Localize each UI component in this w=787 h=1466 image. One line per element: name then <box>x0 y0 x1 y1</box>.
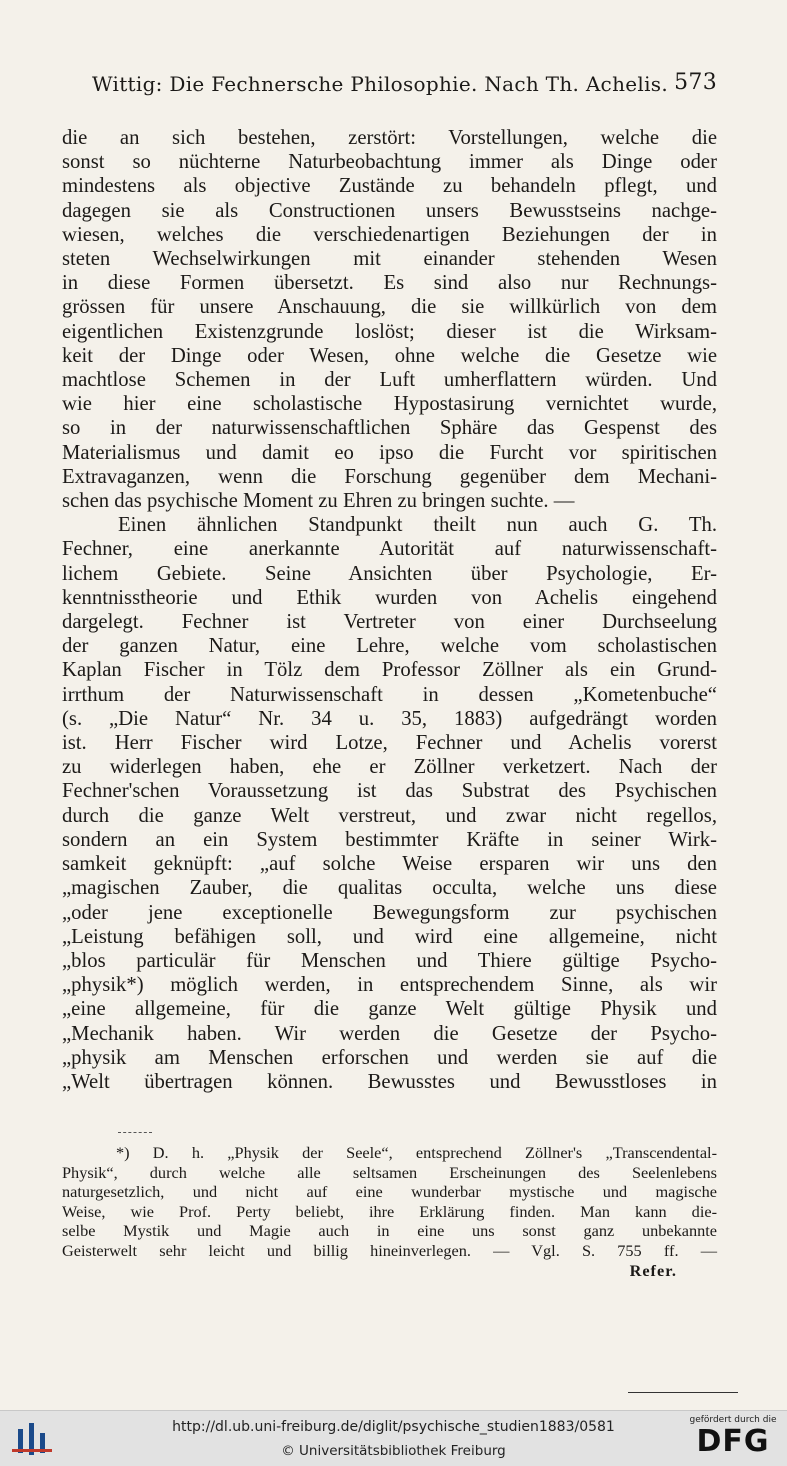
body-line: schen das psychische Moment zu Ehren zu bringen suchte. — <box>62 490 575 513</box>
body-line: so in der naturwissenschaftlichen Sphäre das Gespenst des <box>62 417 717 440</box>
body-line: machtlose Schemen in der Luft umherflattern würden. Und <box>62 369 717 392</box>
funder-note: gefördert durch die <box>689 1415 777 1425</box>
footnote-line: Physik“, durch welche alle seltsamen Erscheinungen des Seelenlebens <box>62 1162 717 1182</box>
footnote-line: Weise, wie Prof. Perty beliebt, ihre Erklärung finden. Man kann die- <box>62 1201 717 1221</box>
body-line: durch die ganze Welt verstreut, und zwar nicht regellos, <box>62 804 717 827</box>
body-line: irrthum der Naturwissenschaft in dessen „Kometenbuche“ <box>62 683 717 706</box>
body-line: Fechner, eine anerkannte Autorität auf naturwissenschaft- <box>62 538 717 561</box>
running-head <box>92 72 717 96</box>
body-line: Kaplan Fischer in Tölz dem Professor Zöllner als ein Grund- <box>62 659 717 682</box>
footnote-line: selbe Mystik und Magie auch in eine uns sonst ganz unbekannte <box>62 1221 717 1241</box>
body-line: steten Wechselwirkungen mit einander stehenden Wesen <box>62 248 717 271</box>
body-line: Extravaganzen, wenn die Forschung gegenüber dem Mechani- <box>62 465 717 488</box>
body-line: Fechner'schen Voraussetzung ist das Substrat des Psychischen <box>62 780 717 803</box>
dfg-logo-text: DFG <box>696 1424 770 1459</box>
body-line: „Welt übertragen können. Bewusstes und Bewusstloses in <box>62 1070 717 1093</box>
body-line: „eine allgemeine, für die ganze Welt gültige Physik und <box>62 998 717 1021</box>
body-line: sondern an ein System bestimmter Kräfte in seiner Wirk- <box>62 828 717 851</box>
page-end-rule <box>628 1392 738 1393</box>
footnote-line: Geisterwelt sehr leicht und billig hineinverlegen. — Vgl. S. 755 ff. — <box>62 1240 717 1260</box>
footnote-line: *) D. h. „Physik der Seele“, entsprechend Zöllner's „Transcendental- <box>116 1143 717 1162</box>
body-line: (s. „Die Natur“ Nr. 34 u. 35, 1883) aufgedrängt worden <box>62 707 717 730</box>
body-line: Einen ähnlichen Standpunkt theilt nun auch G. Th. <box>118 514 717 537</box>
footnote <box>62 1143 717 1280</box>
body-line: lichem Gebiete. Seine Ansichten über Psychologie, Er- <box>62 562 717 585</box>
body-line: „magischen Zauber, die qualitas occulta, welche uns diese <box>62 877 717 900</box>
body-line: wie hier eine scholastische Hypostasirung vernichtet wurde, <box>62 393 717 416</box>
body-line: der ganzen Natur, eine Lehre, welche vom scholastischen <box>62 635 717 658</box>
body-line: „physik*) möglich werden, in entsprechendem Sinne, als wir <box>62 974 717 997</box>
body-line: die an sich bestehen, zerstört: Vorstellungen, welche die <box>62 127 717 149</box>
footnote-line: naturgesetzlich, und nicht auf eine wunderbar mystische und magische <box>62 1182 717 1202</box>
copyright-notice: © Universitätsbibliothek Freiburg <box>281 1443 506 1459</box>
dfg-funder-logo[interactable] <box>687 1415 779 1463</box>
body-line: in diese Formen übersetzt. Es sind also nur Rechnungs- <box>62 272 717 295</box>
body-line: dagegen sie als Constructionen unsers Bewusstseins nachge- <box>62 199 717 222</box>
body-line: „blos particulär für Menschen und Thiere gültige Psycho- <box>62 949 717 972</box>
footnote-divider <box>118 1132 152 1133</box>
body-line: zu widerlegen haben, ehe er Zöllner verketzert. Nach der <box>62 756 717 779</box>
body-line: grössen für unsere Anschauung, die sie willkürlich von dem <box>62 296 717 319</box>
body-line: sonst so nüchterne Naturbeobachtung immer als Dinge oder <box>62 151 717 174</box>
body-line: Materialismus und damit eo ipso die Furcht vor spiritischen <box>62 441 717 464</box>
viewer-footer <box>0 1410 787 1466</box>
permalink[interactable]: http://dl.ub.uni-freiburg.de/diglit/psychische_studien1883/0581 <box>172 1419 615 1435</box>
body-line: samkeit geknüpft: „auf solche Weise ersparen wir uns den <box>62 853 717 876</box>
body-line: ist. Herr Fischer wird Lotze, Fechner und Achelis vorerst <box>62 732 717 755</box>
body-line: „Mechanik haben. Wir werden die Gesetze der Psycho- <box>62 1022 717 1045</box>
body-line: „oder jene exceptionelle Bewegungsform zur psychischen <box>62 901 717 924</box>
body-line: mindestens als objective Zustände zu behandeln pflegt, und <box>62 175 717 198</box>
body-text <box>62 126 717 1094</box>
body-line: „Leistung befähigen soll, und wird eine allgemeine, nicht <box>62 925 717 948</box>
body-line: „physik am Menschen erforschen und werden sie auf die <box>62 1046 717 1069</box>
body-line: wiesen, welches die verschiedenartigen Beziehungen der in <box>62 223 717 246</box>
body-line: kenntnisstheorie und Ethik wurden von Achelis eingehend <box>62 586 717 609</box>
body-line: dargelegt. Fechner ist Vertreter von einer Durchseelung <box>62 611 717 634</box>
running-title: Wittig: Die Fechnersche Philosophie. Nach Th. Achelis. <box>92 72 668 96</box>
body-line: eigentlichen Existenzgrunde loslöst; dieser ist die Wirksam- <box>62 320 717 343</box>
footnote-signature: Refer. <box>629 1260 677 1280</box>
page-number: 573 <box>674 70 717 95</box>
body-line: keit der Dinge oder Wesen, ohne welche die Gesetze wie <box>62 344 717 367</box>
